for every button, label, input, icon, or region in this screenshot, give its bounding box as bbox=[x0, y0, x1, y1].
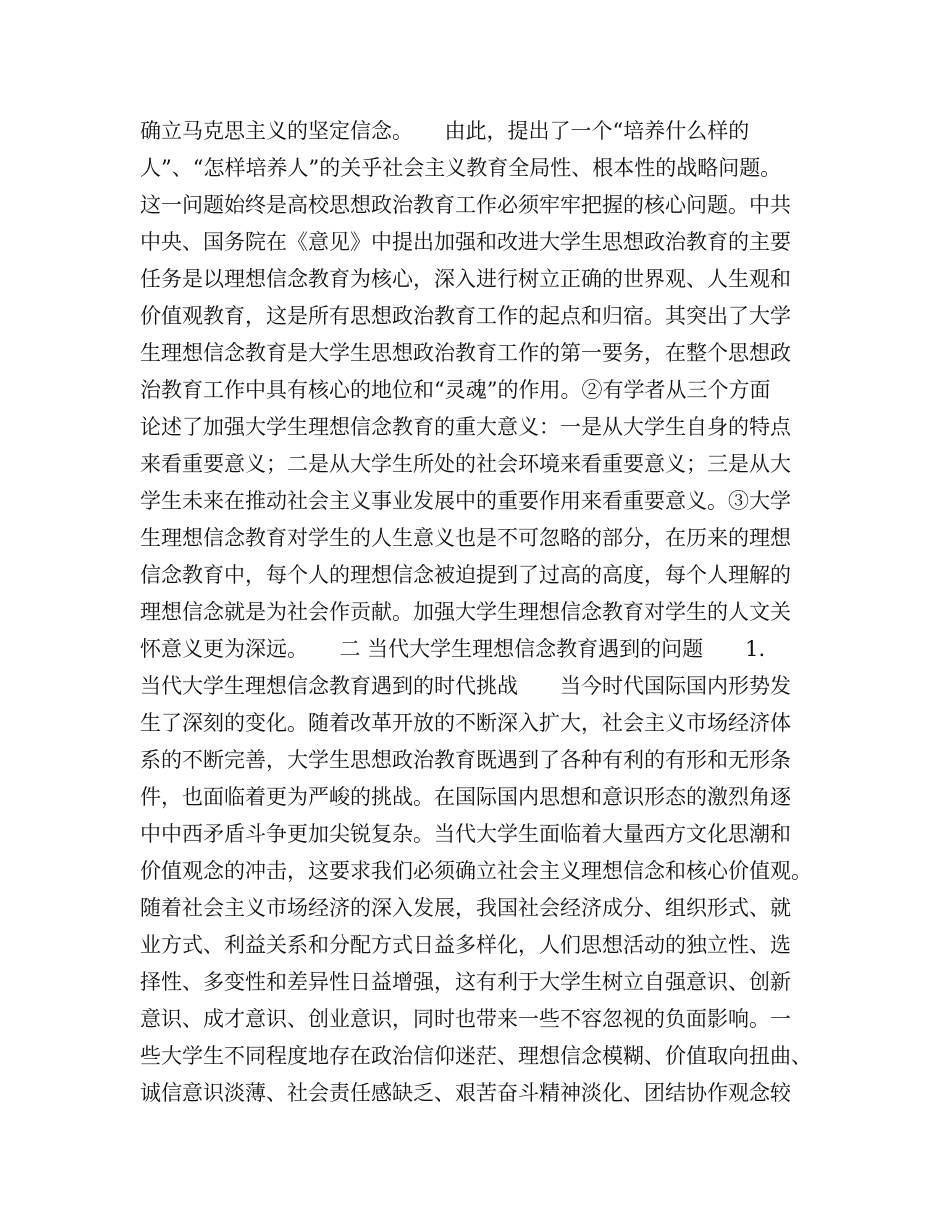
text-line: 生了深刻的变化。随着改革开放的不断深入扩大，社会主义市场经济体 bbox=[140, 711, 791, 735]
text-line: 择性、多变性和差异性日益增强，这有利于大学生树立自强意识、创新 bbox=[140, 970, 791, 994]
text-line: 件，也面临着更为严峻的挑战。在国际国内思想和意识形态的激烈角逐 bbox=[140, 785, 791, 809]
text-line: 学生未来在推动社会主义事业发展中的重要作用来看重要意义。③大学 bbox=[140, 489, 791, 513]
text-line: 当代大学生理想信念教育遇到的时代挑战 当今时代国际国内形势发 bbox=[140, 674, 791, 698]
text-line: 论述了加强大学生理想信念教育的重大意义：一是从大学生自身的特点 bbox=[140, 415, 791, 439]
text-line: 中央、国务院在《意见》中提出加强和改进大学生思想政治教育的主要 bbox=[140, 230, 791, 254]
text-line: 确立马克思主义的坚定信念。 由此，提出了一个“培养什么样的 bbox=[140, 119, 750, 143]
text-line: 这一问题始终是高校思想政治教育工作必须牢牢把握的核心问题。中共 bbox=[140, 193, 791, 217]
text-line: 任务是以理想信念教育为核心，深入进行树立正确的世界观、人生观和 bbox=[140, 267, 791, 291]
text-line: 价值观教育，这是所有思想政治教育工作的起点和归宿。其突出了大学 bbox=[140, 304, 791, 328]
text-line: 中中西矛盾斗争更加尖锐复杂。当代大学生面临着大量西方文化思潮和 bbox=[140, 822, 791, 846]
text-line: 治教育工作中具有核心的地位和“灵魂”的作用。②有学者从三个方面 bbox=[140, 378, 771, 402]
text-line: 信念教育中，每个人的理想信念被迫提到了过高的高度，每个人理解的 bbox=[140, 563, 791, 587]
text-line: 意识、成才意识、创业意识，同时也带来一些不容忽视的负面影响。一 bbox=[140, 1007, 791, 1031]
text-line: 系的不断完善，大学生思想政治教育既遇到了各种有利的有形和无形条 bbox=[140, 748, 791, 772]
text-line: 人”、“怎样培养人”的关乎社会主义教育全局性、根本性的战略问题。 bbox=[140, 156, 782, 180]
text-line: 业方式、利益关系和分配方式日益多样化，人们思想活动的独立性、选 bbox=[140, 933, 791, 957]
text-line: 生理想信念教育对学生的人生意义也是不可忽略的部分，在历来的理想 bbox=[140, 526, 791, 550]
text-line: 价值观念的冲击，这要求我们必须确立社会主义理想信念和核心价值观。 bbox=[140, 859, 812, 883]
text-line: 来看重要意义；二是从大学生所处的社会环境来看重要意义；三是从大 bbox=[140, 452, 791, 476]
text-line: 诚信意识淡薄、社会责任感缺乏、艰苦奋斗精神淡化、团结协作观念较 bbox=[140, 1081, 791, 1105]
text-line: 怀意义更为深远。 二 当代大学生理想信念教育遇到的问题 1. bbox=[140, 637, 766, 661]
text-line: 理想信念就是为社会作贡献。加强大学生理想信念教育对学生的人文关 bbox=[140, 600, 791, 624]
text-line: 随着社会主义市场经济的深入发展，我国社会经济成分、组织形式、就 bbox=[140, 896, 791, 920]
text-line: 生理想信念教育是大学生思想政治教育工作的第一要务，在整个思想政 bbox=[140, 341, 791, 365]
body-text bbox=[140, 113, 830, 1112]
text-line: 些大学生不同程度地存在政治信仰迷茫、理想信念模糊、价值取向扭曲、 bbox=[140, 1044, 812, 1068]
